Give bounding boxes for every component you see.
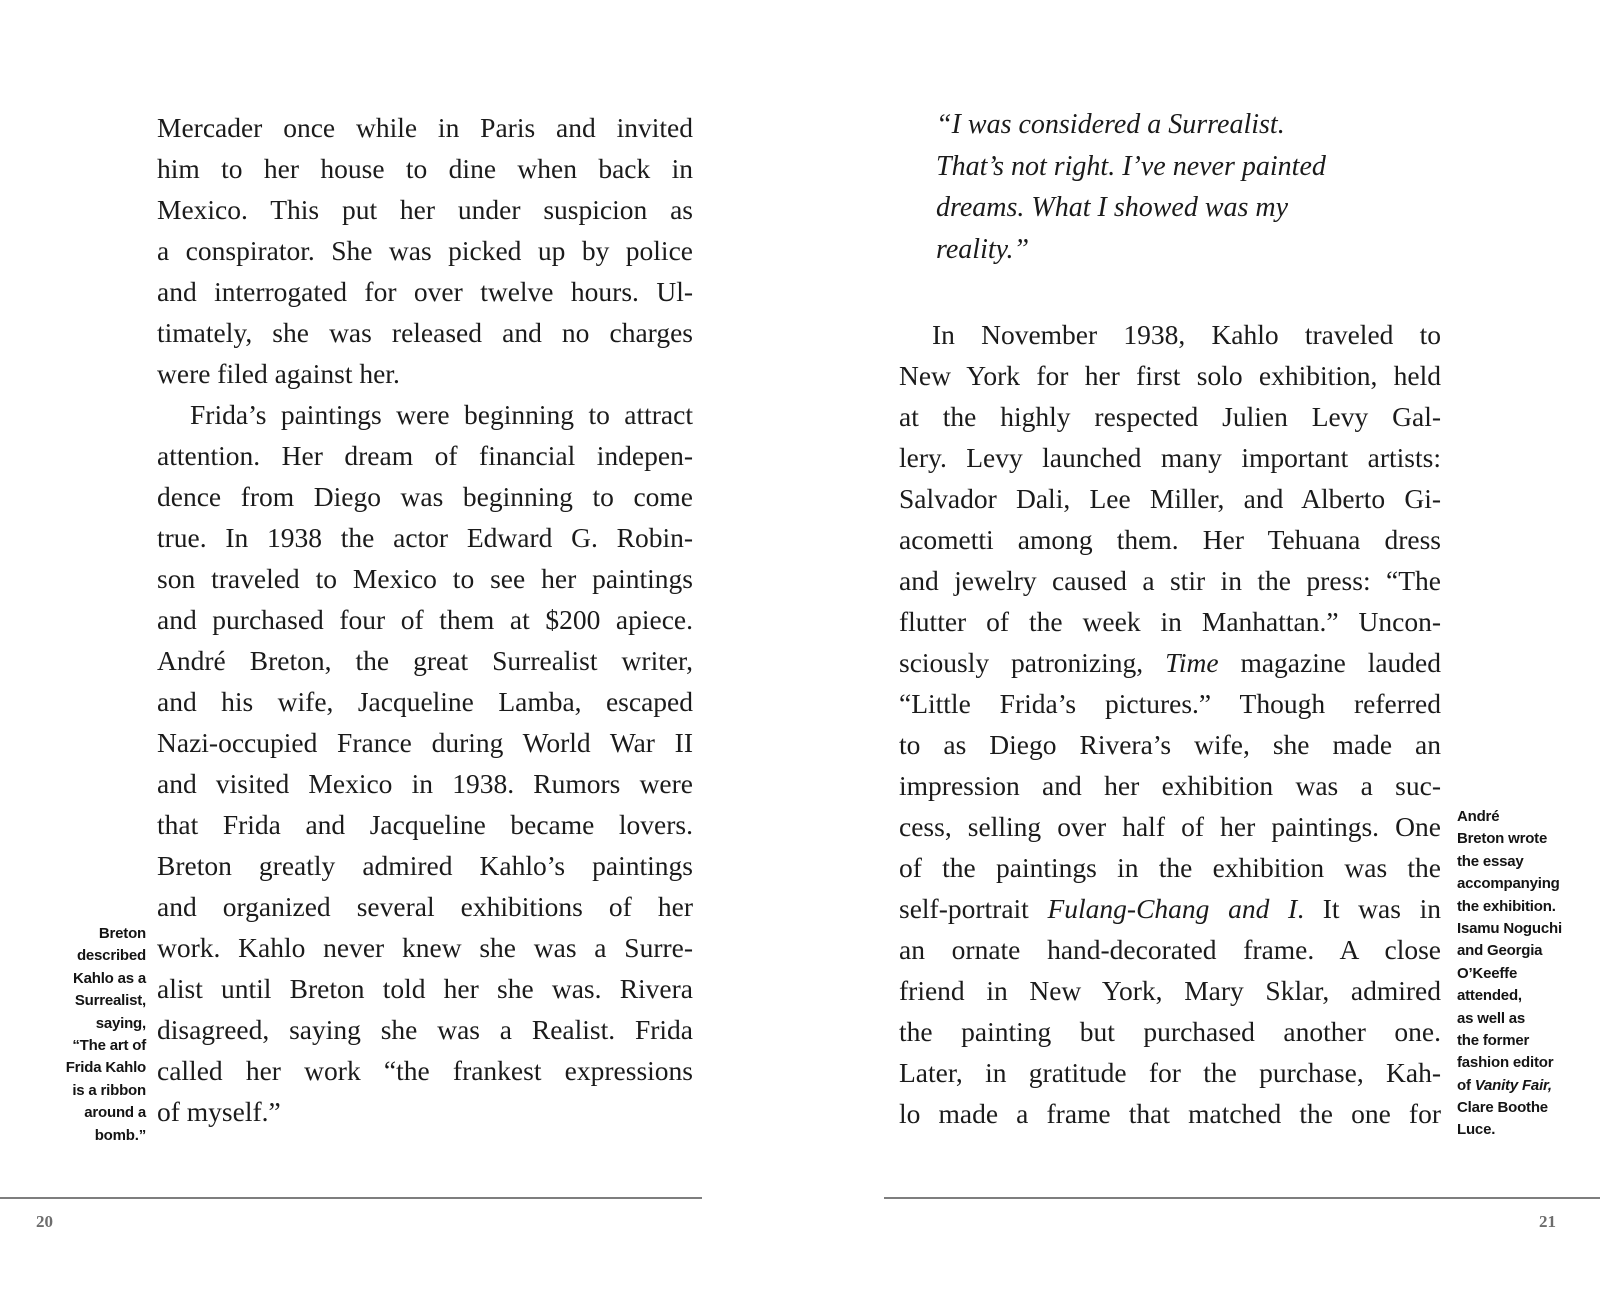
text-line: “Little Frida’s pictures.” Though referred (899, 688, 1441, 719)
note-line: saying, (95, 1014, 146, 1032)
text-line: true. In 1938 the actor Edward G. Robin- (157, 522, 693, 553)
text-line: and his wife, Jacqueline Lamba, escaped (157, 686, 693, 717)
right-margin-note (1457, 806, 1579, 1142)
note-line: around a (84, 1104, 146, 1122)
text-line: alist until Breton told her she was. Rivera (157, 973, 693, 1004)
note-line: Breton (98, 925, 146, 942)
note-line: Frida Kahlo (65, 1059, 146, 1077)
note-line: the essay (1457, 852, 1524, 870)
note-line: bomb.” (94, 1126, 146, 1144)
note-line: Clare Boothe (1457, 1099, 1548, 1117)
left-page-number: 20 (36, 1212, 53, 1231)
left-page-body-text (157, 107, 693, 1132)
text-line: attention. Her dream of financial indepen- (157, 440, 693, 471)
right-page-body-text (899, 314, 1441, 1134)
text-line: Mercader once while in Paris and invited (157, 112, 693, 143)
note-line: André (1457, 808, 1500, 825)
text-line: self-portrait Fulang-Chang and I. It was in (899, 893, 1441, 924)
text-line: Salvador Dali, Lee Miller, and Alberto Gi- (899, 483, 1441, 514)
text-line: cess, selling over half of her paintings. One (899, 811, 1441, 842)
text-line: Later, in gratitude for the purchase, Kah- (899, 1057, 1441, 1088)
text-line: lery. Levy launched many important artists: (899, 442, 1441, 473)
note-line: Surrealist, (74, 992, 146, 1010)
note-line: That’s not right. I’ve never painted (936, 150, 1326, 182)
text-line: and interrogated for over twelve hours. Ul- (157, 276, 693, 307)
text-line: and organized several exhibitions of her (157, 891, 693, 922)
text-line: the painting but purchased another one. (899, 1016, 1441, 1047)
text-line: dence from Diego was beginning to come (157, 481, 693, 512)
text-line: Breton greatly admired Kahlo’s paintings (157, 850, 693, 881)
text-line: work. Kahlo never knew she was a Surre- (157, 932, 693, 963)
text-line: acometti among them. Her Tehuana dress (899, 524, 1441, 555)
text-line: and purchased four of them at $200 apiece. (157, 604, 693, 635)
left-footer-rule (0, 1197, 702, 1199)
text-line: to as Diego Rivera’s wife, she made an (899, 729, 1441, 760)
note-line: dreams. What I showed was my (936, 192, 1289, 223)
right-page (800, 0, 1600, 1300)
text-line: lo made a frame that matched the one for (899, 1098, 1441, 1129)
text-line: disagreed, saying she was a Realist. Frida (157, 1014, 693, 1045)
note-line: reality.” (936, 233, 1030, 265)
text-line: of myself.” (157, 1096, 281, 1127)
note-line: Breton wrote (1457, 830, 1548, 848)
text-line: André Breton, the great Surrealist writer, (157, 645, 693, 676)
note-line: “The art of (72, 1036, 146, 1054)
note-line: the exhibition. (1457, 897, 1556, 915)
text-line: son traveled to Mexico to see her paintings (157, 563, 693, 594)
text-line: that Frida and Jacqueline became lovers. (157, 809, 693, 840)
note-line: and Georgia (1457, 942, 1543, 960)
text-line: a conspirator. She was picked up by police (157, 235, 693, 266)
text-line: at the highly respected Julien Levy Gal- (899, 401, 1441, 432)
note-line: fashion editor (1457, 1054, 1554, 1072)
note-line: as well as (1457, 1009, 1526, 1027)
text-line: flutter of the week in Manhattan.” Uncon- (899, 606, 1441, 637)
text-line: In November 1938, Kahlo traveled to (932, 319, 1441, 350)
text-line: impression and her exhibition was a suc- (899, 770, 1441, 801)
note-line: attended, (1457, 987, 1522, 1005)
note-line: “I was considered a Surrealist. (936, 109, 1285, 140)
text-line: an ornate hand-decorated frame. A close (899, 934, 1441, 965)
note-line: Luce. (1457, 1121, 1496, 1139)
note-line: of Vanity Fair, (1457, 1076, 1552, 1094)
pull-quote (936, 104, 1406, 270)
note-line: Isamu Noguchi (1457, 919, 1562, 937)
text-line: were filed against her. (157, 358, 400, 389)
text-line: timately, she was released and no charges (157, 317, 693, 348)
text-line: and visited Mexico in 1938. Rumors were (157, 768, 693, 799)
note-line: accompanying (1457, 875, 1560, 893)
note-line: O’Keeffe (1457, 964, 1518, 982)
note-line: described (76, 947, 146, 965)
left-margin-note (28, 923, 146, 1147)
text-line: Frida’s paintings were beginning to attract (190, 399, 693, 430)
text-line: Mexico. This put her under suspicion as (157, 194, 693, 225)
text-line: sciously patronizing, Time magazine lauded (899, 647, 1441, 678)
right-page-number: 21 (1539, 1212, 1556, 1231)
text-line: called her work “the frankest expressions (157, 1055, 693, 1086)
text-line: New York for her first solo exhibition, held (899, 360, 1441, 391)
note-line: the former (1457, 1031, 1530, 1049)
right-footer-rule (884, 1197, 1600, 1199)
text-line: and jewelry caused a stir in the press: “The (899, 565, 1441, 596)
text-line: him to her house to dine when back in (157, 153, 693, 184)
text-line: friend in New York, Mary Sklar, admired (899, 975, 1441, 1006)
text-line: Nazi-occupied France during World War II (157, 727, 693, 758)
text-line: of the paintings in the exhibition was the (899, 852, 1441, 883)
note-line: is a ribbon (72, 1081, 146, 1099)
note-line: Kahlo as a (72, 969, 146, 987)
